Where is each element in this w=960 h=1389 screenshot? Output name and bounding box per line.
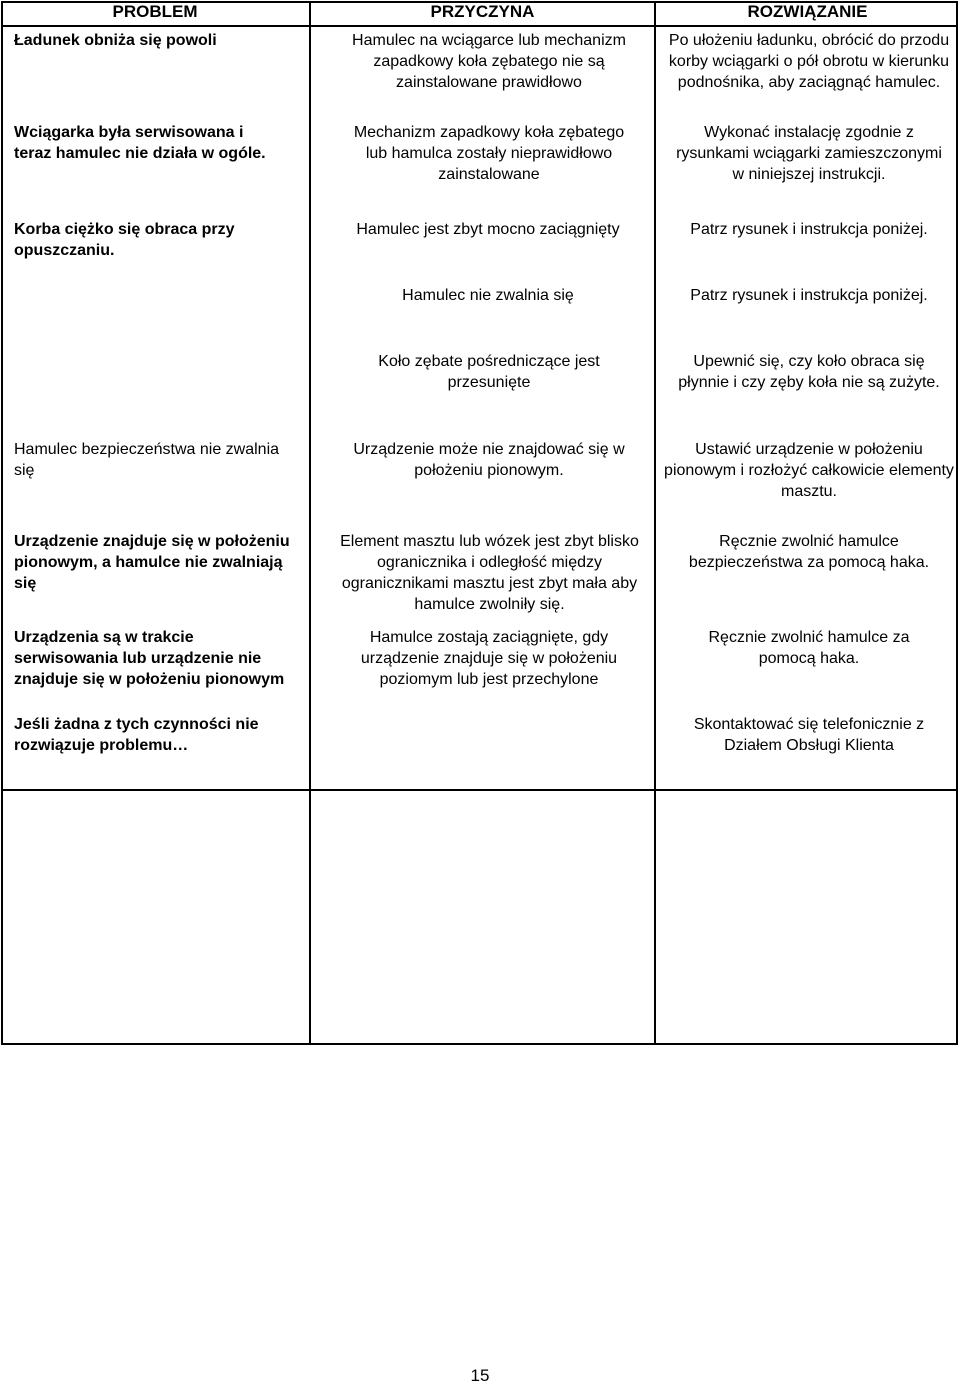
row-6-solution: Ustawić urządzenie w położeniu pionowym i rozłożyć całkowicie elementy masztu. — [664, 441, 954, 500]
row-1-problem: Ładunek obniża się powoli — [14, 32, 217, 49]
row-2-cause: Mechanizm zapadkowy koła zębatego lub hamulca zostały nieprawidłowo zainstalowane — [353, 124, 625, 183]
column-divider — [654, 3, 656, 1043]
row-9-problem: Jeśli żadna z tych czynności nie rozwiązuje problemu… — [14, 716, 259, 754]
column-divider — [309, 3, 311, 1043]
header-problem: PROBLEM — [112, 2, 198, 21]
row-1-cause: Hamulec na wciągarce lub mechanizm zapadkowy koła zębatego nie są zainstalowane prawidłowo — [352, 32, 626, 91]
row-6-cause: Urządzenie może nie znajdować się w położeniu pionowym. — [353, 441, 625, 479]
row-2-problem: Wciągarka była serwisowana i teraz hamulec nie działa w ogóle. — [14, 124, 266, 162]
row-5-solution: Upewnić się, czy koło obraca się płynnie i czy zęby koła nie są zużyte. — [678, 353, 940, 391]
row-9-solution: Skontaktować się telefonicznie z Działem Obsługi Klienta — [693, 716, 925, 754]
row-divider — [3, 789, 956, 791]
row-7-problem: Urządzenie znajduje się w położeniu pionowym, a hamulce nie zwalniają się — [14, 533, 290, 592]
row-4-solution: Patrz rysunek i instrukcja poniżej. — [690, 287, 928, 304]
page-number: 15 — [470, 1366, 490, 1385]
row-3-cause: Hamulec jest zbyt mocno zaciągnięty — [356, 221, 620, 238]
header-solution: ROZWIĄZANIE — [747, 2, 868, 21]
row-3-solution: Patrz rysunek i instrukcja poniżej. — [690, 221, 928, 238]
row-7-solution: Ręcznie zwolnić hamulce bezpieczeństwa za pomocą haka. — [688, 533, 930, 571]
row-4-cause: Hamulec nie zwalnia się — [402, 287, 574, 304]
row-8-solution: Ręcznie zwolnić hamulce za pomocą haka. — [708, 629, 910, 667]
header-divider — [3, 25, 956, 27]
row-5-cause: Koło zębate pośredniczące jest przesunięte — [378, 353, 600, 391]
row-7-cause: Element masztu lub wózek jest zbyt blisko ogranicznika i odległość między ogranicznikami masztu jest zbyt mała aby hamulce zwolniły się. — [340, 533, 639, 613]
row-1-solution: Po ułożeniu ładunku, obrócić do przodu korby wciągarki o pół obrotu w kierunku podnośnika, aby zaciągnąć hamulec. — [668, 32, 950, 91]
row-8-problem: Urządzenia są w trakcie serwisowania lub urządzenie nie znajduje się w położeniu pionowym — [14, 629, 285, 688]
row-8-cause: Hamulce zostają zaciągnięte, gdy urządzenie znajduje się w położeniu poziomym lub jest przechylone — [360, 629, 618, 688]
header-cause: PRZYCZYNA — [430, 2, 535, 21]
row-6-problem: Hamulec bezpieczeństwa nie zwalnia się — [14, 441, 280, 479]
row-3-problem: Korba ciężko się obraca przy opuszczaniu. — [14, 221, 235, 259]
row-2-solution: Wykonać instalację zgodnie z rysunkami wciągarki zamieszczonymi w niniejszej instrukcji. — [676, 124, 942, 183]
